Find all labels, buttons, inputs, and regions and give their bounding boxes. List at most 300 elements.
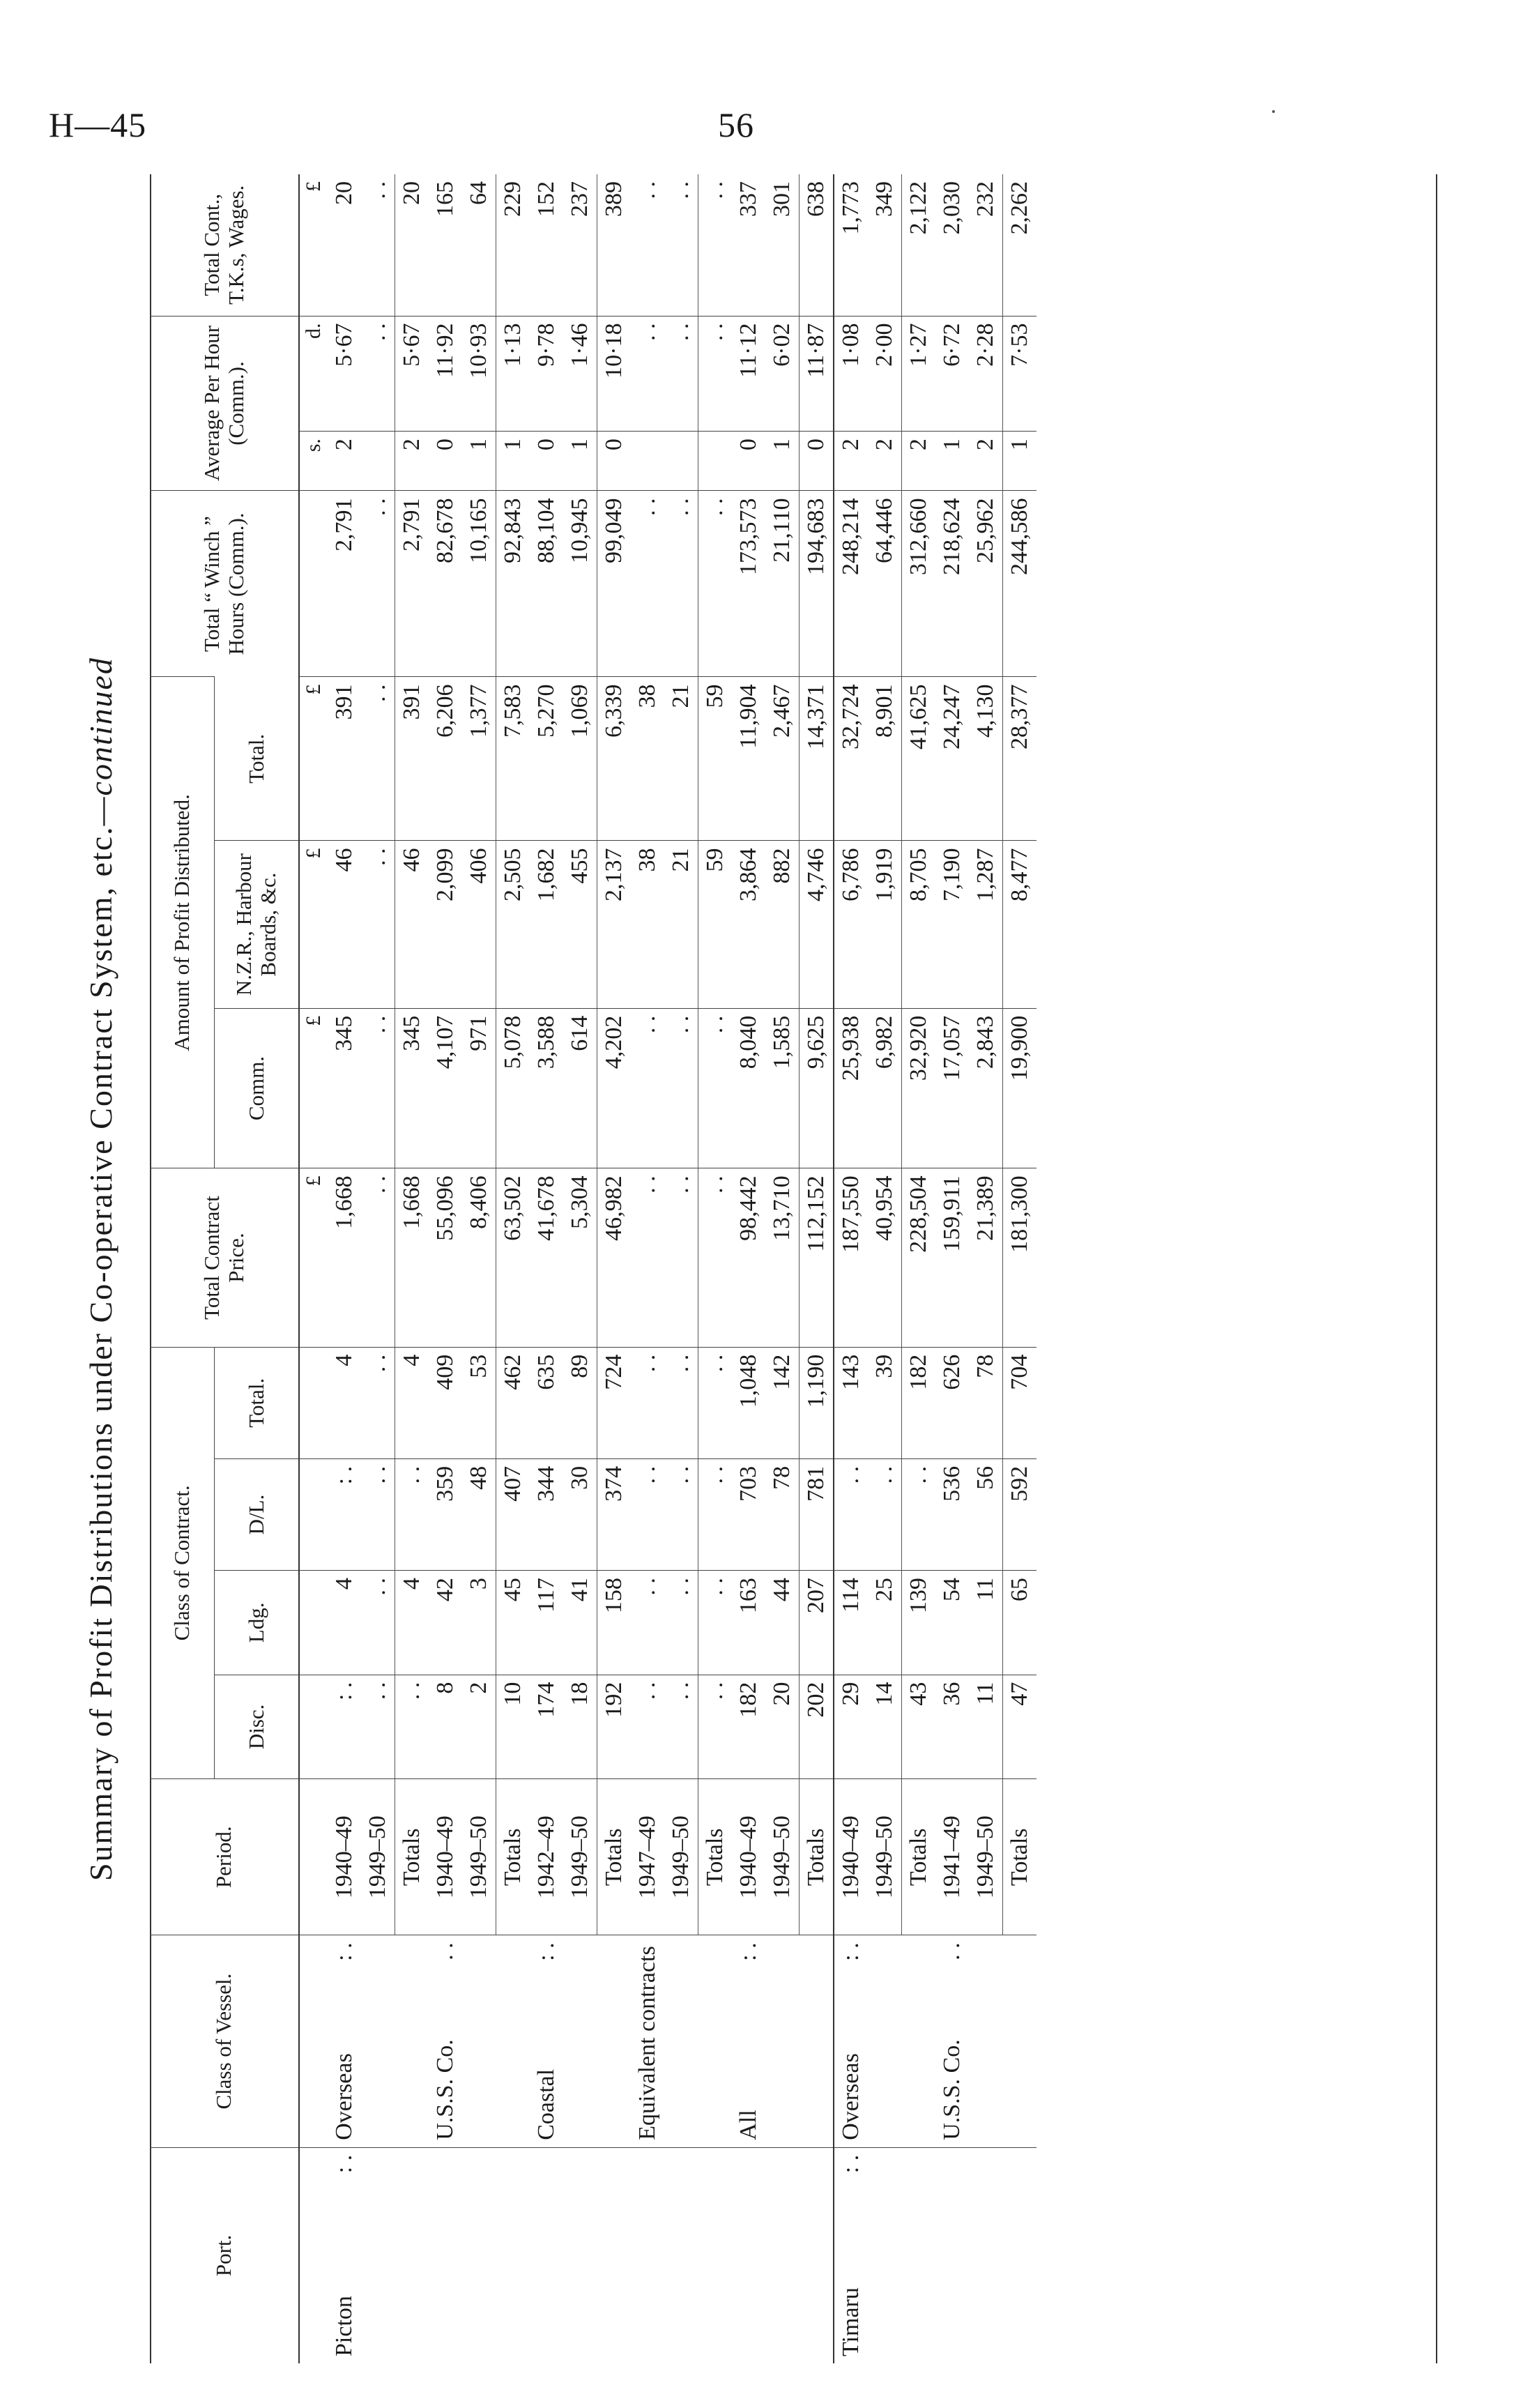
vessel-cell (664, 1935, 698, 2147)
total-cont-cell: 638 (800, 174, 834, 316)
period-cell: 1949–50 (969, 1779, 1003, 1935)
col-port-header: Port. (150, 2147, 299, 2363)
contract-price-cell: 55,096 (429, 1168, 462, 1347)
ldg-cell: 54 (935, 1571, 969, 1675)
period-cell: 1949–50 (563, 1779, 597, 1935)
avg-shillings-cell: 0 (429, 432, 462, 491)
ldg-cell: 25 (868, 1571, 902, 1675)
profit-total-cell: 6,206 (429, 677, 462, 841)
winch-hours-cell: 82,678 (429, 491, 462, 677)
comm-cell: 25,938 (834, 1008, 868, 1168)
period-cell: Totals (496, 1779, 530, 1935)
totals-row (698, 174, 733, 2363)
vessel-cell (800, 1935, 834, 2147)
winch-hours-cell: . . (631, 491, 664, 677)
nzr-cell: 21 (664, 841, 698, 1008)
disc-cell: 192 (597, 1675, 632, 1779)
col-disc-header: Disc. (215, 1675, 300, 1779)
port-cell (563, 2147, 597, 2363)
total-cont-cell: 229 (496, 174, 530, 316)
class-total-cell: . . (361, 1347, 395, 1458)
total-cont-cell: 237 (567, 181, 592, 217)
contract-price-cell: . . (698, 1168, 733, 1347)
table-row (361, 174, 395, 2363)
avg-shillings-cell: 1 (462, 432, 496, 491)
nzr-cell: 1,682 (530, 841, 563, 1008)
ldg-cell: 45 (496, 1571, 530, 1675)
dl-cell: 359 (429, 1458, 462, 1570)
disc-cell: 14 (868, 1675, 902, 1779)
dl-cell: . . (664, 1458, 698, 1570)
vessel-cell (969, 1935, 1003, 2147)
vessel-cell: U.S.S. Co. . . (935, 1935, 969, 2147)
avg-pence-cell: 1·13 (496, 316, 530, 432)
dl-cell: . . (834, 1458, 868, 1570)
vessel-cell: U.S.S. Co. . . (429, 1935, 462, 2147)
avg-shillings-cell: 2 (902, 432, 936, 491)
contract-price-cell: 8,406 (462, 1168, 496, 1347)
contract-price-cell: . . (664, 1168, 698, 1347)
table-bottom-rule (1436, 174, 1437, 2363)
col-comm-header: Comm. (215, 1008, 300, 1168)
avg-shillings-cell: 0 (530, 432, 563, 491)
comm-cell: 345 (395, 1008, 429, 1168)
ldg-cell: 4 (395, 1571, 429, 1675)
disc-cell: 29 (834, 1675, 868, 1779)
contract-price-cell: 181,300 (1003, 1168, 1037, 1347)
winch-hours-cell: 10,165 (462, 491, 496, 677)
avg-shillings-cell: 0 (597, 432, 632, 491)
nzr-cell: 406 (462, 841, 496, 1008)
nzr-cell: 455 (563, 841, 597, 1008)
ldg-cell: 11 (969, 1571, 1003, 1675)
port-cell (664, 2147, 698, 2363)
table-row (935, 174, 969, 2363)
disc-cell: 18 (563, 1675, 597, 1779)
class-total-cell: 182 (902, 1347, 936, 1458)
period-cell: Totals (395, 1779, 429, 1935)
vessel-cell (1003, 1935, 1037, 2147)
class-total-cell: 143 (834, 1347, 868, 1458)
disc-cell: . . (698, 1675, 733, 1779)
contract-price-cell: 21,389 (969, 1168, 1003, 1347)
col-winch-hours-header: Total “ Winch ” Hours (Comm.). (150, 491, 299, 677)
contract-price-cell: . . (631, 1168, 664, 1347)
port-cell (800, 2147, 834, 2363)
dl-cell: 703 (732, 1458, 765, 1570)
vessel-cell (868, 1935, 902, 2147)
col-ldg-header: Ldg. (215, 1571, 300, 1675)
totals-row (800, 174, 834, 2363)
total-cont-cell: 165 (432, 181, 458, 217)
period-cell: 1947–49 (631, 1779, 664, 1935)
winch-hours-cell: 173,573 (732, 491, 765, 677)
nzr-cell: 2,099 (429, 841, 462, 1008)
profit-distribution-table (150, 174, 1036, 2363)
class-total-cell: 4 (395, 1347, 429, 1458)
rotated-table-area (63, 174, 1443, 2363)
col-vessel-header: Class of Vessel. (150, 1935, 299, 2147)
contract-price-cell: 41,678 (530, 1168, 563, 1347)
comm-cell: 614 (563, 1008, 597, 1168)
nzr-cell: 8,477 (1003, 841, 1037, 1008)
disc-cell: . . (664, 1675, 698, 1779)
avg-shillings-cell: 1 (1003, 432, 1037, 491)
disc-cell: 10 (496, 1675, 530, 1779)
ldg-cell: 41 (563, 1571, 597, 1675)
winch-hours-cell: 218,624 (935, 491, 969, 677)
profit-total-cell: 1,377 (462, 677, 496, 841)
dl-cell: . . (902, 1458, 936, 1570)
class-total-cell: . . (698, 1347, 733, 1458)
port-dot-leader: : . (331, 2154, 357, 2174)
vessel-cell (496, 1935, 530, 2147)
winch-hours-cell: 194,683 (800, 491, 834, 677)
empty-cell (299, 1675, 328, 1779)
table-row (462, 174, 496, 2363)
dl-cell: . . (395, 1458, 429, 1570)
profit-distributed-header: Amount of Profit Distributed. (150, 677, 215, 1168)
comm-cell: . . (664, 1008, 698, 1168)
disc-cell: 43 (902, 1675, 936, 1779)
period-cell: 1949–50 (361, 1779, 395, 1935)
avg-pence-cell: 11·12 (732, 316, 765, 432)
ldg-cell: 65 (1003, 1571, 1037, 1675)
profit-total-cell: 24,247 (935, 677, 969, 841)
ldg-cell: . . (361, 1571, 395, 1675)
nzr-cell: 2,505 (496, 841, 530, 1008)
vessel-dot-leader: : . (735, 1942, 761, 1961)
ldg-cell: . . (664, 1571, 698, 1675)
avg-pence-cell: . . (664, 316, 698, 432)
vessel-cell (563, 1935, 597, 2147)
port-cell (462, 2147, 496, 2363)
unit-comm-cell: £ (299, 1008, 328, 1168)
period-cell: 1949–50 (462, 1779, 496, 1935)
total-cont-cell: 389 (597, 174, 632, 316)
avg-shillings-cell: 0 (800, 432, 834, 491)
nzr-cell: 46 (328, 841, 361, 1008)
table-title (63, 174, 139, 2363)
comm-cell: 32,920 (902, 1008, 936, 1168)
ldg-cell: 117 (530, 1571, 563, 1675)
contract-price-cell: 63,502 (496, 1168, 530, 1347)
nzr-cell: 46 (395, 841, 429, 1008)
winch-hours-cell: . . (664, 491, 698, 677)
nzr-cell: 882 (765, 841, 800, 1008)
table-row (868, 174, 902, 2363)
total-cont-cell: 349 (871, 181, 897, 217)
winch-hours-cell: 88,104 (530, 491, 563, 677)
dl-cell: 407 (496, 1458, 530, 1570)
avg-pence-cell: . . (361, 316, 395, 432)
contract-price-cell: 159,911 (935, 1168, 969, 1347)
page-reference: H—45 (49, 105, 147, 144)
winch-hours-cell: 10,945 (563, 491, 597, 677)
profit-total-cell: 7,583 (496, 677, 530, 841)
vessel-cell: Overseas : . (328, 1935, 361, 2147)
contract-price-cell: 40,954 (868, 1168, 902, 1347)
class-total-cell: 89 (563, 1347, 597, 1458)
period-cell: Totals (902, 1779, 936, 1935)
totals-row (496, 174, 530, 2363)
dl-cell: 30 (563, 1458, 597, 1570)
profit-total-cell: 28,377 (1003, 677, 1037, 841)
class-total-cell: 39 (868, 1347, 902, 1458)
ldg-cell: 163 (732, 1571, 765, 1675)
disc-cell: 174 (530, 1675, 563, 1779)
ldg-cell: 3 (462, 1571, 496, 1675)
table-row (969, 174, 1003, 2363)
period-cell: 1949–50 (664, 1779, 698, 1935)
period-cell: 1949–50 (868, 1779, 902, 1935)
comm-cell: . . (631, 1008, 664, 1168)
empty-cell (299, 2147, 328, 2363)
unit-total-cont-cell: £ (302, 181, 325, 192)
ldg-cell: 42 (429, 1571, 462, 1675)
period-cell: 1940–49 (429, 1779, 462, 1935)
avg-shillings-cell: 2 (834, 432, 868, 491)
comm-cell: 19,900 (1003, 1008, 1037, 1168)
comm-cell: . . (698, 1008, 733, 1168)
avg-shillings-cell: 1 (563, 432, 597, 491)
nzr-cell: 3,864 (732, 841, 765, 1008)
page-number: 56 (718, 105, 754, 144)
comm-cell: 1,585 (765, 1008, 800, 1168)
vessel-dot-leader: . . (939, 1942, 965, 1960)
nzr-cell: 1,919 (868, 841, 902, 1008)
total-cont-cell: . . (698, 174, 733, 316)
comm-cell: 9,625 (800, 1008, 834, 1168)
nzr-cell: . . (361, 841, 395, 1008)
totals-row (1003, 174, 1037, 2363)
nzr-cell: 38 (631, 841, 664, 1008)
dl-cell: 374 (597, 1458, 632, 1570)
comm-cell: 4,107 (429, 1008, 462, 1168)
vessel-dot-leader: . . (432, 1942, 458, 1960)
ldg-cell: 44 (765, 1571, 800, 1675)
profit-total-cell: 32,724 (834, 677, 868, 841)
total-cont-cell: 2,122 (902, 174, 936, 316)
vessel-cell (765, 1935, 800, 2147)
port-cell: Timaru : . (834, 2147, 868, 2363)
port-cell (868, 2147, 902, 2363)
table-row (732, 174, 765, 2363)
dl-cell: . . (631, 1458, 664, 1570)
disc-cell: 36 (935, 1675, 969, 1779)
avg-pence-cell: . . (698, 316, 733, 432)
unit-nzr-cell: £ (299, 841, 328, 1008)
class-total-cell: 704 (1003, 1347, 1037, 1458)
ldg-cell: . . (698, 1571, 733, 1675)
col-total-cont-header: Total Cont., T.K.s, Wages. (150, 174, 299, 316)
avg-pence-cell: 1·08 (834, 316, 868, 432)
empty-cell (299, 1347, 328, 1458)
table-row (631, 174, 664, 2363)
class-total-cell: 53 (462, 1347, 496, 1458)
port-cell (698, 2147, 733, 2363)
avg-pence-cell: 2·00 (868, 316, 902, 432)
port-cell (597, 2147, 632, 2363)
avg-shillings-cell: 0 (732, 432, 765, 491)
profit-total-cell: 11,904 (732, 677, 765, 841)
disc-cell: . . (631, 1675, 664, 1779)
dl-cell: . . (868, 1458, 902, 1570)
avg-shillings-cell: 2 (395, 432, 429, 491)
class-total-cell: 635 (530, 1347, 563, 1458)
disc-cell: 182 (732, 1675, 765, 1779)
col-profit-total-header: Total. (215, 677, 300, 841)
vessel-cell (361, 1935, 395, 2147)
disc-cell: . . (361, 1675, 395, 1779)
winch-hours-cell: 64,446 (868, 491, 902, 677)
profit-total-cell: . . (361, 677, 395, 841)
empty-cell (299, 1935, 328, 2147)
class-total-cell: 724 (597, 1347, 632, 1458)
class-total-cell: 142 (765, 1347, 800, 1458)
class-total-cell: 4 (328, 1347, 361, 1458)
avg-pence-cell: 2·28 (969, 316, 1003, 432)
winch-hours-cell: . . (698, 491, 733, 677)
period-cell: 1940–49 (834, 1779, 868, 1935)
avg-shillings-cell (664, 432, 698, 491)
table-row (765, 174, 800, 2363)
winch-hours-cell: 25,962 (969, 491, 1003, 677)
total-cont-cell: 2,262 (1003, 174, 1037, 316)
contract-price-cell: 187,550 (834, 1168, 868, 1347)
dl-cell: . . (698, 1458, 733, 1570)
col-class-total-header: Total. (215, 1347, 300, 1458)
contract-price-cell: 5,304 (563, 1168, 597, 1347)
ldg-cell: 158 (597, 1571, 632, 1675)
profit-total-cell: 391 (395, 677, 429, 841)
disc-cell: : . (328, 1675, 361, 1779)
class-of-contract-header: Class of Contract. (150, 1347, 215, 1778)
profit-total-cell: 4,130 (969, 677, 1003, 841)
disc-cell: 11 (969, 1675, 1003, 1779)
winch-hours-cell: 2,791 (395, 491, 429, 677)
avg-pence-cell: 10·18 (597, 316, 632, 432)
period-cell: Totals (698, 1779, 733, 1935)
comm-cell: 971 (462, 1008, 496, 1168)
winch-hours-cell: 99,049 (597, 491, 632, 677)
avg-pence-cell: 1·46 (563, 316, 597, 432)
dl-cell: 781 (800, 1458, 834, 1570)
ldg-cell: 207 (800, 1571, 834, 1675)
comm-cell: 5,078 (496, 1008, 530, 1168)
period-cell: Totals (597, 1779, 632, 1935)
port-cell (496, 2147, 530, 2363)
winch-hours-cell: 244,586 (1003, 491, 1037, 677)
period-cell: 1941–49 (935, 1779, 969, 1935)
comm-cell: 8,040 (732, 1008, 765, 1168)
disc-cell: 202 (800, 1675, 834, 1779)
vessel-dot-leader: : . (838, 1942, 864, 1961)
total-cont-cell: 1,773 (834, 174, 868, 316)
class-total-cell: . . (664, 1347, 698, 1458)
winch-hours-cell: 2,791 (328, 491, 361, 677)
avg-pence-cell: 11·92 (429, 316, 462, 432)
total-cont-cell: 20 (331, 181, 357, 205)
vessel-dot-leader: : . (331, 1942, 357, 1961)
port-cell (1003, 2147, 1037, 2363)
contract-price-cell: . . (361, 1168, 395, 1347)
avg-shillings-cell: 2 (868, 432, 902, 491)
dl-cell: 592 (1003, 1458, 1037, 1570)
port-cell (530, 2147, 563, 2363)
table-body (299, 174, 1036, 2363)
comm-cell: 6,982 (868, 1008, 902, 1168)
port-cell (732, 2147, 765, 2363)
profit-total-cell: 59 (698, 677, 733, 841)
disc-cell: 20 (765, 1675, 800, 1779)
dl-cell: 78 (765, 1458, 800, 1570)
period-cell: Totals (800, 1779, 834, 1935)
profit-total-cell: 21 (664, 677, 698, 841)
vessel-dot-leader: : . (533, 1942, 559, 1961)
totals-row (395, 174, 429, 2363)
comm-cell: 17,057 (935, 1008, 969, 1168)
empty-cell (299, 1458, 328, 1570)
port-cell: Picton : . (328, 2147, 361, 2363)
dl-cell: 48 (462, 1458, 496, 1570)
period-cell: 1942–49 (530, 1779, 563, 1935)
comm-cell: 345 (328, 1008, 361, 1168)
vessel-cell (698, 1935, 733, 2147)
vessel-cell: Coastal : . (530, 1935, 563, 2147)
table-title-main: Summary of Profit Distributions under Co-operative Contract System, etc. (83, 825, 118, 1881)
avg-shillings-cell: 2 (969, 432, 1003, 491)
class-total-cell: 409 (429, 1347, 462, 1458)
avg-shillings-cell (631, 432, 664, 491)
class-total-cell: . . (631, 1347, 664, 1458)
comm-cell: 4,202 (597, 1008, 632, 1168)
avg-pence-cell: 1·27 (902, 316, 936, 432)
avg-pence-cell: 5·67 (395, 316, 429, 432)
table-title-continued: —continued (83, 657, 118, 826)
unit-contract-price-cell: £ (299, 1168, 328, 1347)
port-cell (361, 2147, 395, 2363)
ldg-cell: 139 (902, 1571, 936, 1675)
profit-total-cell: 38 (631, 677, 664, 841)
port-cell (935, 2147, 969, 2363)
table-row (563, 174, 597, 2363)
nzr-cell: 6,786 (834, 841, 868, 1008)
class-total-cell: 626 (935, 1347, 969, 1458)
total-cont-cell: . . (634, 181, 660, 199)
disc-cell: . . (395, 1675, 429, 1779)
avg-pence-cell: 5·67 (328, 316, 361, 432)
table-row (530, 174, 563, 2363)
contract-price-cell: 98,442 (732, 1168, 765, 1347)
total-cont-cell: 232 (972, 181, 998, 217)
class-total-cell: 462 (496, 1347, 530, 1458)
unit-avg-shillings-cell: s. (299, 432, 328, 491)
contract-price-cell: 112,152 (800, 1168, 834, 1347)
profit-total-cell: 1,069 (563, 677, 597, 841)
port-cell (429, 2147, 462, 2363)
total-cont-cell: 152 (533, 181, 559, 217)
avg-shillings-cell: 2 (328, 432, 361, 491)
avg-pence-cell: 9·78 (530, 316, 563, 432)
table-row (328, 174, 361, 2363)
empty-cell (299, 1571, 328, 1675)
disc-cell: 8 (429, 1675, 462, 1779)
unit-avg-pence-cell: d. (299, 316, 328, 432)
vessel-cell (395, 1935, 429, 2147)
vessel-cell: Overseas : . (834, 1935, 868, 2147)
vessel-cell (902, 1935, 936, 2147)
